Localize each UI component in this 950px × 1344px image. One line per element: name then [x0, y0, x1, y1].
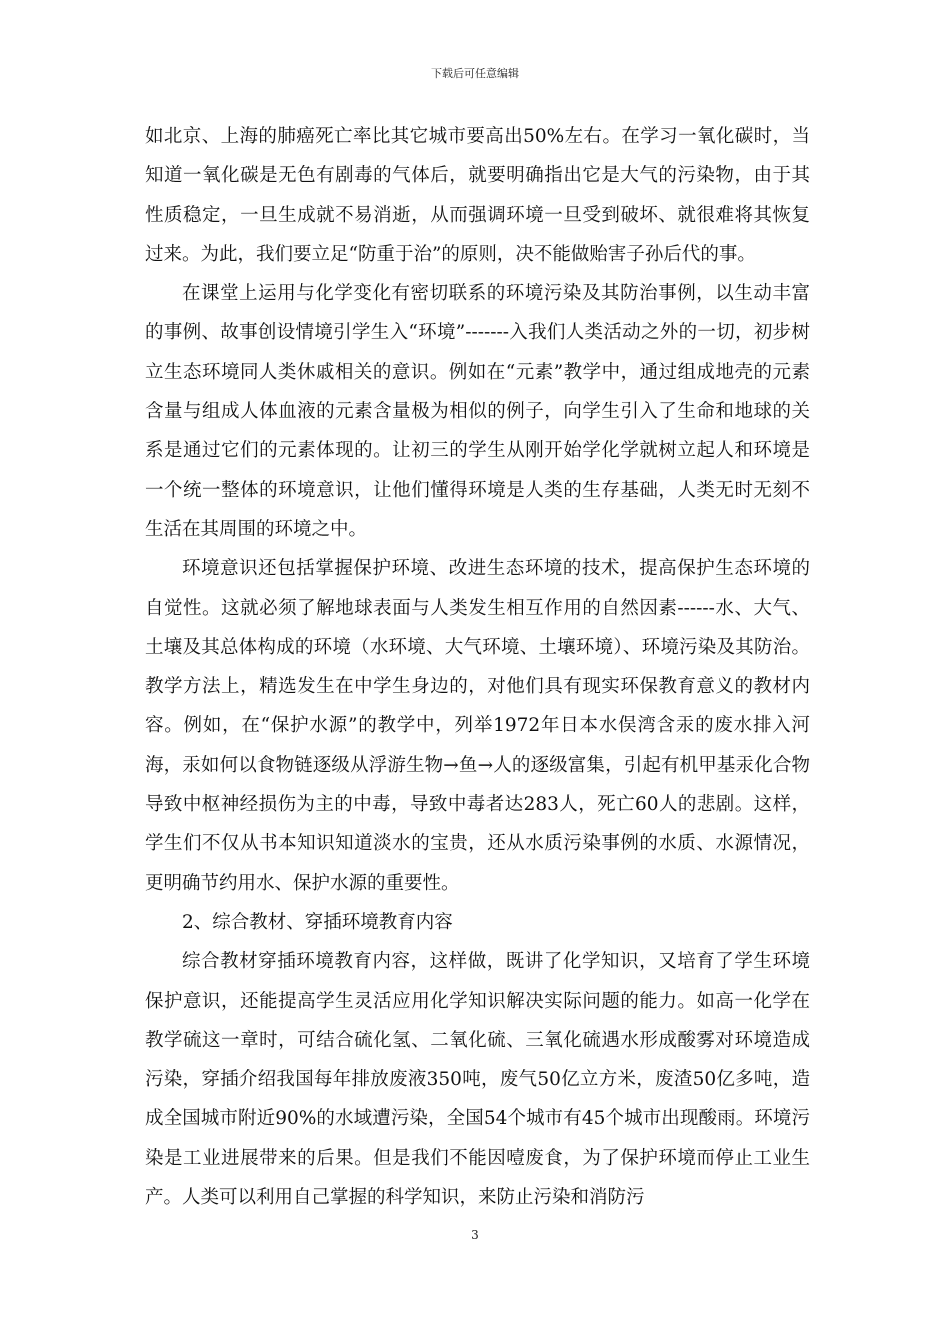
page-number: 3	[471, 1228, 479, 1242]
document-body	[145, 117, 810, 1217]
paragraph-2: 在课堂上运用与化学变化有密切联系的环境污染及其防治事例，以生动丰富的事例、故事创设情境引学生入“环境”-------入我们人类活动之外的一切，初步树立生态环境同人类休戚相关的意识。例如在“元素”教学中，通过组成地壳的元素含量与组成人体血液的元素含量极为相似的例子，向学生引入了生命和地球的关系是通过它们的元素体现的。让初三的学生从刚开始学化学就树立起人和环境是一个统一整体的环境意识，让他们懂得环境是人类的生存基础，人类无时无刻不生活在其周围的环境之中。	[145, 283, 810, 540]
paragraph-3: 环境意识还包括掌握保护环境、改进生态环境的技术，提高保护生态环境的自觉性。这就必须了解地球表面与人类发生相互作用的自然因素------水、大气、土壤及其总体构成的环境（水环境、大气环境、土壤环境）、环境污染及其防治。教学方法上，精选发生在中学生身边的，对他们具有现实环保教育意义的教材内容。例如，在“保护水源”的教学中，列举1972年日本水俣湾含汞的废水排入河海，汞如何以食物链逐级从浮游生物→鱼→人的逐级富集，引起有机甲基汞化合物导致中枢神经损伤为主的中毒，导致中毒者达283人，死亡60人的悲剧。这样，学生们不仅从书本知识知道淡水的宝贵，还从水质污染事例的水质、水源情况，更明确节约用水、保护水源的重要性。	[145, 558, 810, 894]
page-header: 下载后可任意编辑	[431, 67, 519, 80]
paragraph-4: 综合教材穿插环境教育内容，这样做，既讲了化学知识，又培育了学生环境保护意识，还能提高学生灵活应用化学知识解决实际问题的能力。如高一化学在教学硫这一章时，可结合硫化氢、二氧化硫、三氧化硫遇水形成酸雾对环境造成污染，穿插介绍我国每年排放废液350吨，废气50亿立方米，废渣50亿多吨，造成全国城市附近90%的水域遭污染，全国54个城市有45个城市出现酸雨。环境污染是工业进展带来的后果。但是我们不能因噎废食，为了保护环境而停止工业生产。人类可以利用自己掌握的科学知识，来防止污染和消防污	[145, 951, 810, 1209]
section-heading: 2、综合教材、穿插环境教育内容	[182, 911, 453, 933]
paragraph-1: 如北京、上海的肺癌死亡率比其它城市要高出50%左右。在学习一氧化碳时，当知道一氧化碳是无色有剧毒的气体后，就要明确指出它是大气的污染物，由于其性质稳定，一旦生成就不易消逝，从而强调环境一旦受到破坏、就很难将其恢复过来。为此，我们要立足“防重于治”的原则，决不能做贻害子孙后代的事。	[145, 126, 810, 265]
